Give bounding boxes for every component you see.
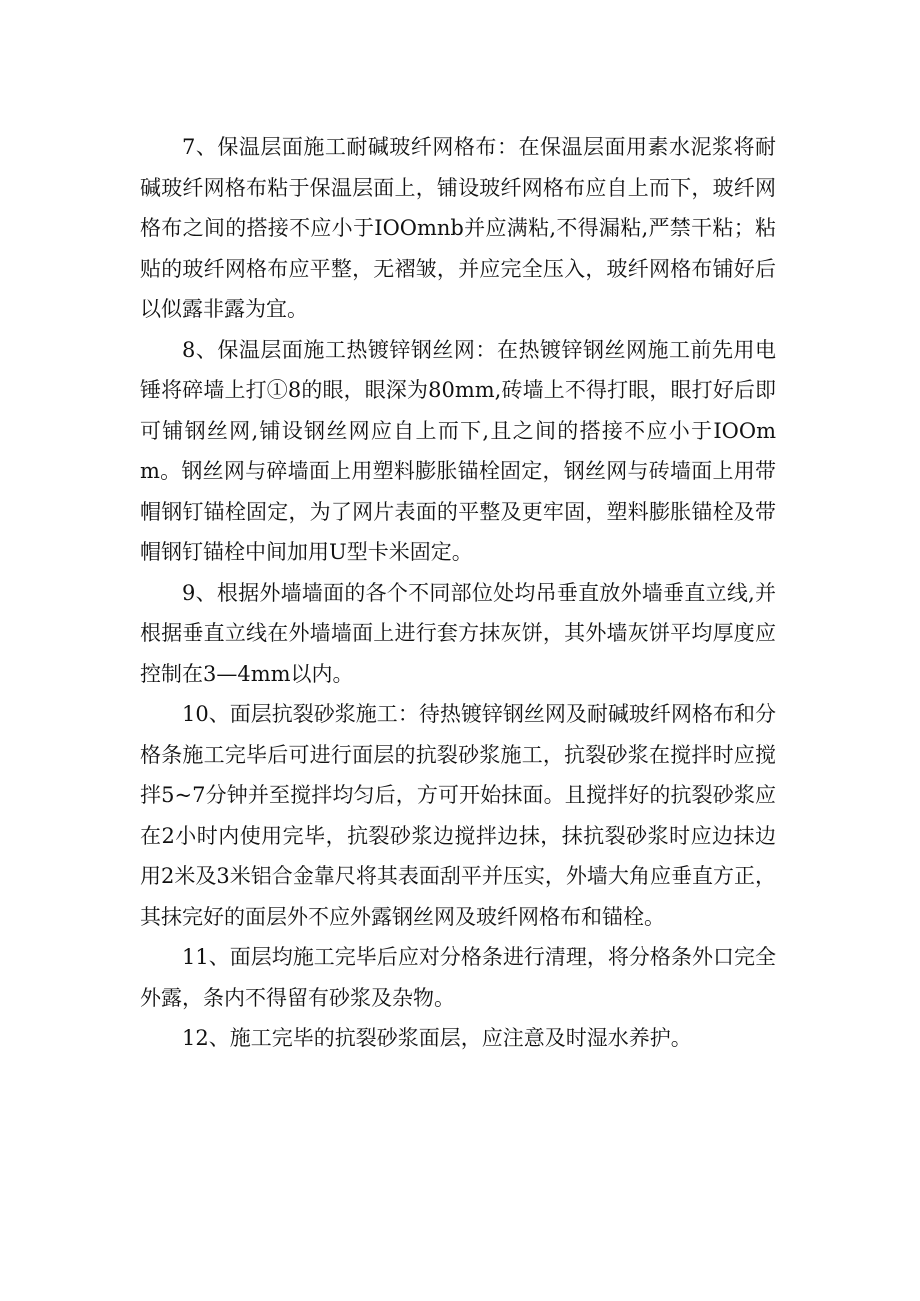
paragraph-step-9: 9、根据外墙墙面的各个不同部位处均吊垂直放外墙垂直立线,并根据垂直立线在外墙墙面上进行套方抹灰饼，其外墙灰饼平均厚度应控制在3—4mm以内。 [140,580,776,686]
paragraph-step-7: 7、保温层面施工耐碱玻纤网格布：在保温层面用素水泥浆将耐碱玻纤网格布粘于保温层面上，铺设玻纤网格布应自上而下，玻纤网格布之间的搭接不应小于IOOmnb并应满粘,不得漏粘,严禁干粘；粘贴的玻纤网格布应平整，无褶皱，并应完全压入，玻纤网格布铺好后以似露非露为宜。 [140,135,776,321]
document-body [140,127,776,1059]
paragraph-step-11: 11、面层均施工完毕后应对分格条进行清理，将分格条外口完全外露，条内不得留有砂浆及杂物。 [140,945,776,1010]
paragraph-step-10: 10、面层抗裂砂浆施工：待热镀锌钢丝网及耐碱玻纤网格布和分格条施工完毕后可进行面层的抗裂砂浆施工，抗裂砂浆在搅拌时应搅拌5~7分钟并至搅拌均匀后，方可开始抹面。且搅拌好的抗裂砂浆应在2小时内使用完毕，抗裂砂浆边搅拌边抹，抹抗裂砂浆时应边抹边用2米及3米铝合金靠尺将其表面刮平并压实，外墙大角应垂直方正，其抹完好的面层外不应外露钢丝网及玻纤网格布和锚栓。 [140,702,776,929]
paragraph-step-8: 8、保温层面施工热镀锌钢丝网：在热镀锌钢丝网施工前先用电锤将碎墙上打①8的眼，眼深为80mm,砖墙上不得打眼，眼打好后即可铺钢丝网,铺设钢丝网应自上而下,且之间的搭接不应小于IOOmm。钢丝网与碎墙面上用塑料膨胀锚栓固定，钢丝网与砖墙面上用带帽钢钉锚栓固定，为了网片表面的平整及更牢固，塑料膨胀锚栓及带帽钢钉锚栓中间加用U型卡米固定。 [140,337,776,564]
paragraph-step-12: 12、施工完毕的抗裂砂浆面层，应注意及时湿水养护。 [182,1026,692,1050]
